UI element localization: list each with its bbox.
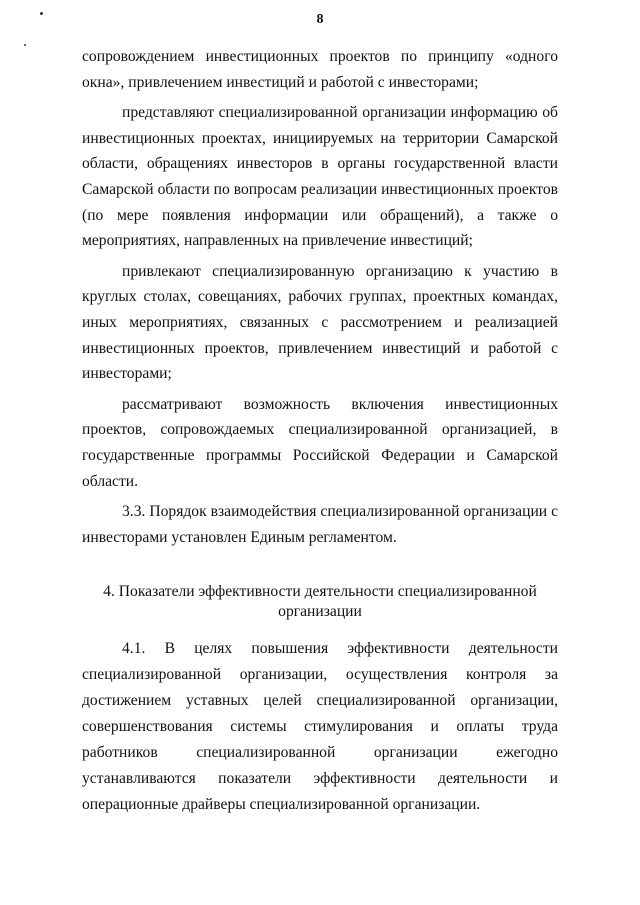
section-heading: 4. Показатели эффективности деятельности специализированной организации (103, 583, 537, 621)
paragraph: привлекают специализированную организацию к участию в круглых столах, совещаниях, рабочих группах, проектных командах, иных мероприятиях, связанных с рассмотрением и реализацией инвестиционных проектов, привлечением инвестиций и работой с инвесторами; (82, 262, 558, 383)
page-number: 8 (316, 12, 324, 27)
document-body (82, 44, 558, 818)
paragraph: 3.3. Порядок взаимодействия специализированной организации с инвесторами установлен Единым регламентом. (82, 503, 558, 546)
paragraph: рассматривают возможность включения инвестиционных проектов, сопровождаемых специализированной организацией, в государственные программы Российской Федерации и Самарской области. (82, 395, 558, 490)
paragraph: сопровождением инвестиционных проектов по принципу «одного окна», привлечением инвестиций и работой с инвесторами; (82, 48, 558, 91)
paragraph: представляют специализированной организации информацию об инвестиционных проектах, инициируемых на территории Самарской области, обращениях инвесторов в органы государственной власти Самарской области по вопросам реализации инвестиционных проектов (по мере появления информации или обращений), а также о мероприятиях, направленных на привлечение инвестиций; (82, 104, 558, 250)
paragraph: 4.1. В целях повышения эффективности деятельности специализированной организации, осуществления контроля за достижением уставных целей специализированной организации, совершенствования системы стимулирования и оплаты труда работников специализированной организации ежегодно устанавливаются показатели эффективности деятельности и операционные драйверы специализированной организации. (82, 640, 558, 814)
scan-speck (24, 44, 26, 46)
